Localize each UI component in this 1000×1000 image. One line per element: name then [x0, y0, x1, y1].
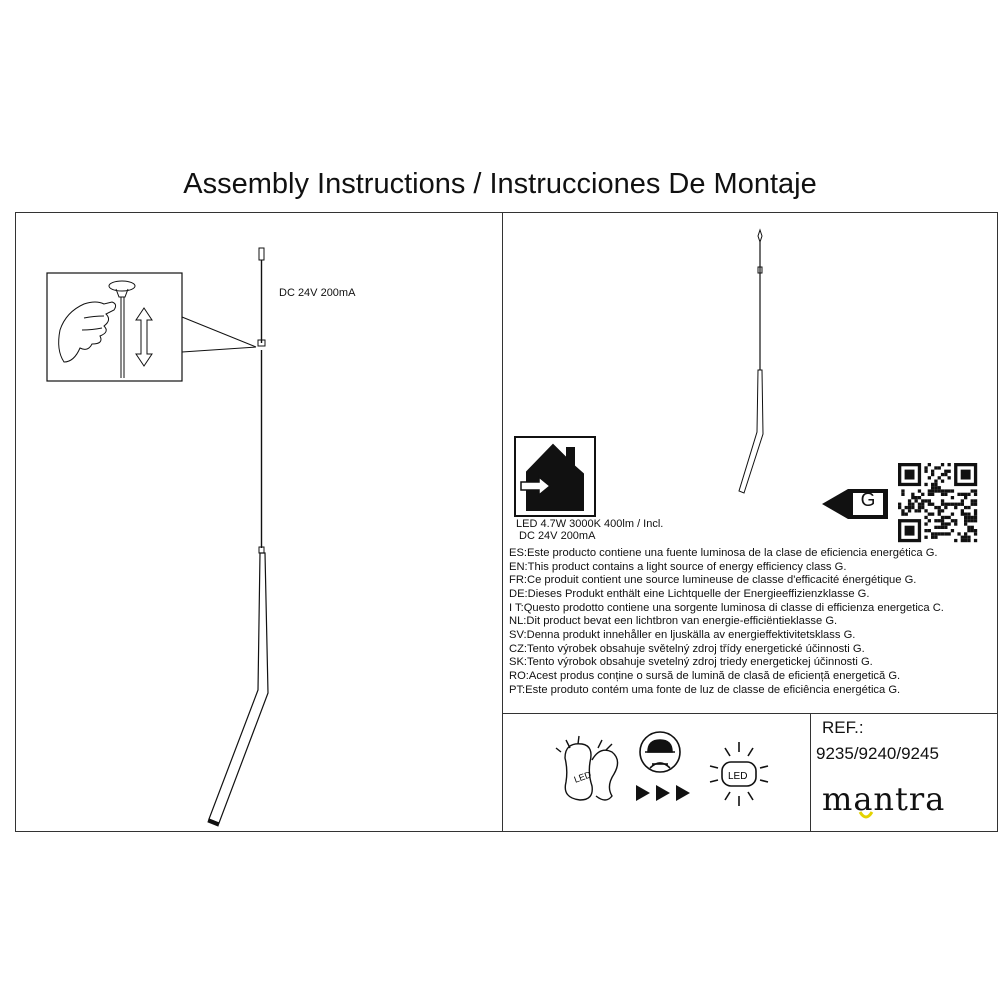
qr-code-icon	[898, 463, 977, 542]
led-icon-text: LED	[728, 771, 748, 782]
energy-statement-list	[509, 547, 944, 697]
adjustment-callout	[47, 273, 256, 381]
pendant-lamp-left	[208, 248, 268, 826]
led-icon-small-text: LED	[572, 769, 593, 785]
led-specs	[516, 518, 663, 542]
electrical-label: DC 24V 200mA	[279, 287, 356, 299]
home-indoor-icon	[515, 437, 595, 516]
ref-label: REF.:	[822, 718, 864, 737]
triple-arrow-icon	[636, 785, 690, 801]
installer-icon	[640, 732, 680, 772]
led-spec-line: LED 4.7W 3000K 400lm / Incl.	[516, 518, 664, 530]
energy-class-letter: G	[860, 490, 876, 511]
energy-statement: SV:Denna produkt innehåller en ljuskälla av energieffektivitetsklass G.	[509, 628, 856, 641]
energy-statement: RO:Acest produs conține o sursă de lumină de clasă de eficiență energetică G.	[509, 669, 901, 682]
energy-statement: NL:Dit product bevat een lichtbron van energie-efficiëntieklasse G.	[509, 615, 838, 628]
energy-statement: PT:Este produto contém uma fonte de luz de classe de eficiência energética G.	[509, 683, 901, 696]
energy-statement: CZ:Tento výrobek obsahuje světelný zdroj třídy energetické účinnosti G.	[509, 642, 865, 655]
energy-statement: EN:This product contains a light source of energy efficiency class G.	[509, 560, 847, 573]
energy-statement: ES:Este producto contiene una fuente luminosa de la clase de eficiencia energética G.	[509, 547, 938, 559]
led-not-replaceable-icon	[556, 736, 618, 800]
pendant-lamp-right	[739, 230, 763, 493]
led-spec-line: DC 24V 200mA	[519, 530, 596, 542]
energy-statement: I T:Questo prodotto contiene una sorgente luminosa di classe di efficienza energetica C.	[509, 601, 944, 614]
energy-statement: DE:Dieses Produkt enthält eine Lichtquelle der Energieeffizienzklasse G.	[509, 587, 870, 600]
energy-statement: FR:Ce produit contient une source lumineuse de classe d'efficacité énergétique G.	[509, 574, 917, 587]
document-title: Assembly Instructions / Instrucciones De Montaje	[183, 168, 817, 200]
ref-values: 9235/9240/9245	[816, 744, 939, 763]
brand-logo: mantra	[822, 780, 946, 818]
energy-statement: SK:Tento výrobok obsahuje svetelný zdroj triedy energetickej účinnosti G.	[509, 656, 873, 669]
